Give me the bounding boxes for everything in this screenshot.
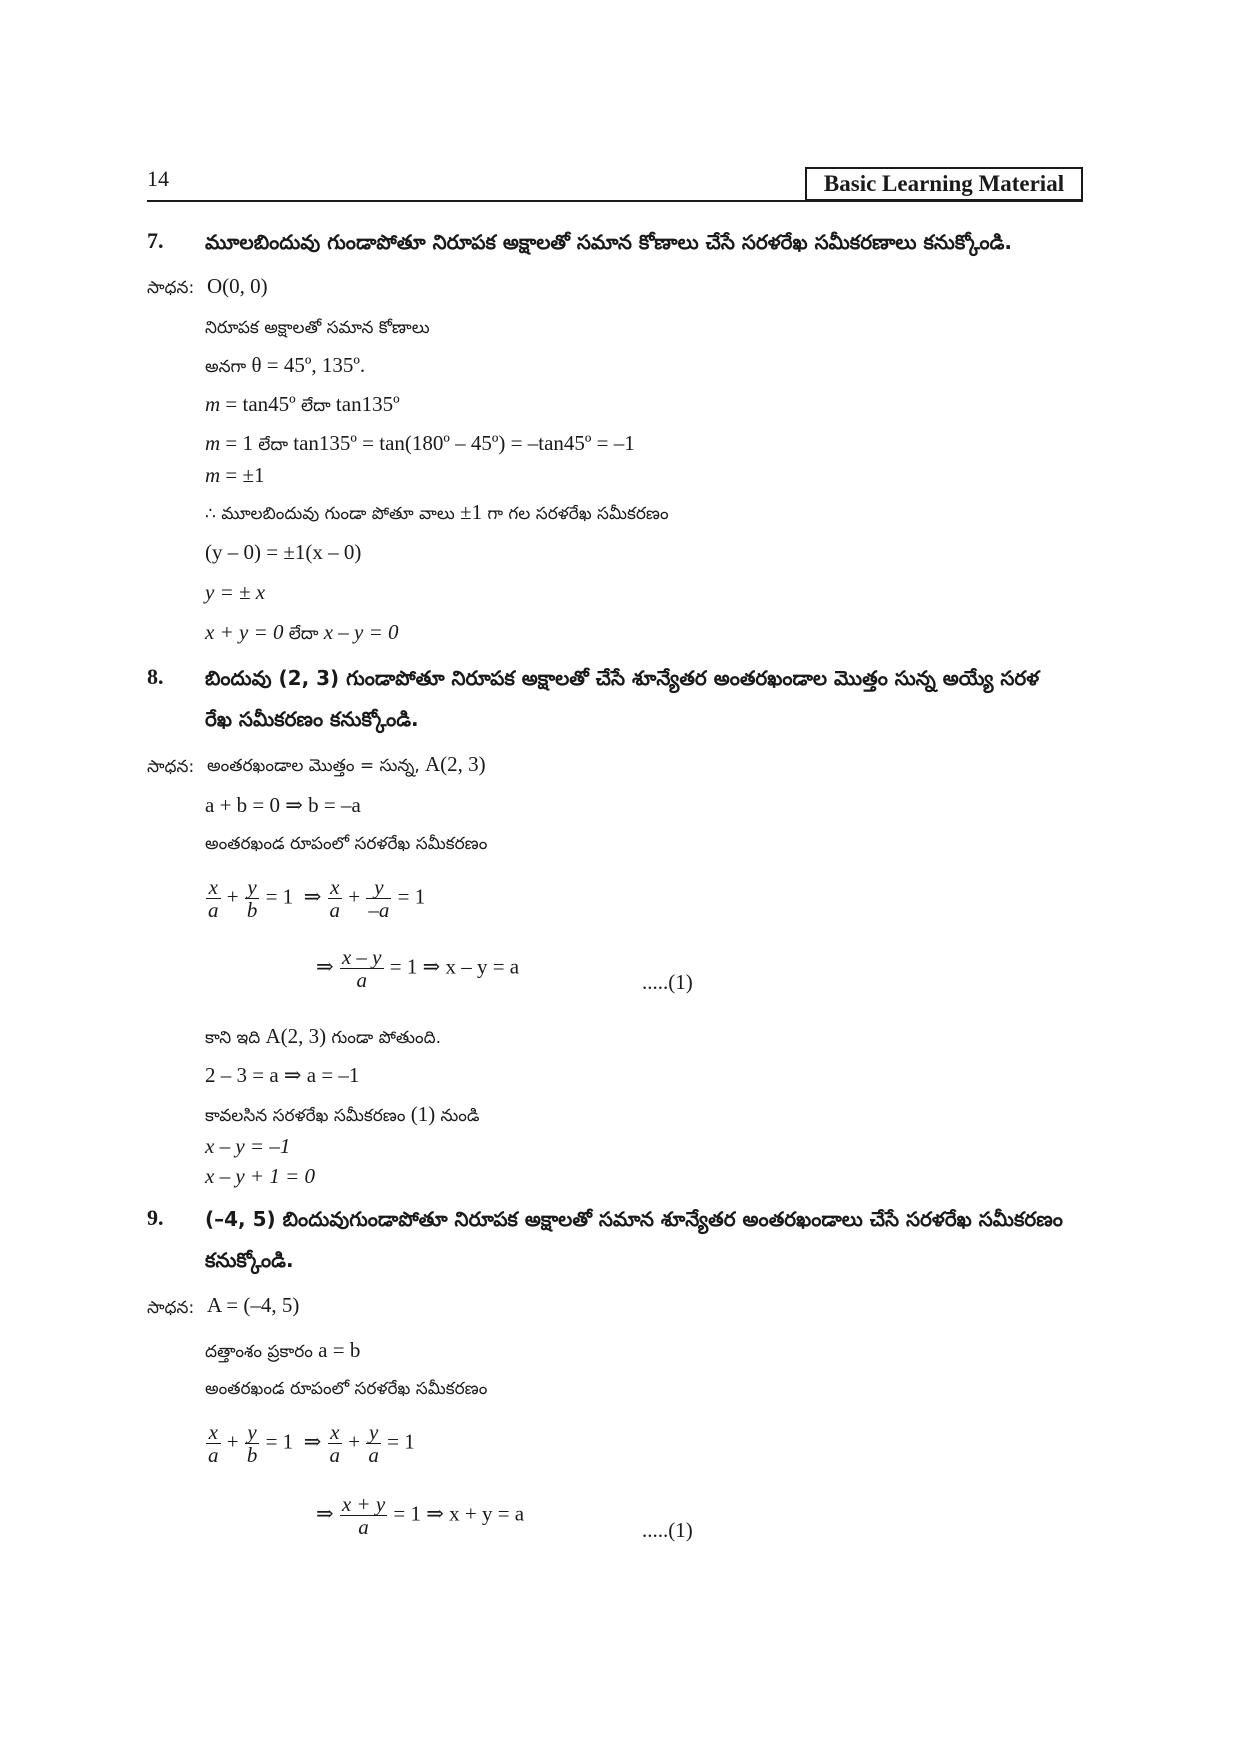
q7-line-theta: అనగా θ = 45º, 135º. (205, 353, 366, 377)
solution-7-label: సాధన: (147, 278, 195, 298)
q8-equation-intercept: $\frac{x}{a}$ + $\frac{y}{b}$ = 1 ⇒ $\frac{x}{a}$ + $\frac{y}{-a}$ = 1 (208, 875, 426, 923)
q9-line-given: దత్తాంశం ప్రకారం a = b (205, 1338, 361, 1362)
question-9-text-line1: (–4, 5) బిందువుగుండాపోతూ నిరూపక అక్షాలతో సమాన శూన్యేతర అంతరఖండాలు చేసే సరళరేఖ సమీకరణం (205, 1207, 1063, 1231)
q9-line-intercept-form: అంతరఖండ రూపంలో సరళరేఖ సమీకరణం (205, 1379, 488, 1399)
q7-line-slope-result: m = ±1 (205, 463, 265, 487)
q8-line-sum-zero: a + b = 0 ⇒ b = –a (205, 793, 361, 817)
q9-equation-ref: .....(1) (642, 1518, 693, 1542)
q8-line-required: కావలసిన సరళరేఖ సమీకరణం (1) నుండి (205, 1102, 480, 1126)
q8-line-result1: x – y = –1 (205, 1134, 291, 1158)
q9-equation-intercept: $\frac{x}{a}$ + $\frac{y}{b}$ = 1 ⇒ $\frac{x}{a}$ + $\frac{y}{a}$ = 1 (208, 1420, 415, 1468)
question-9-text-line2: కనుక్కోండి. (205, 1248, 294, 1272)
q8-line-passes-through: కాని ఇది A(2, 3) గుండా పోతుంది. (205, 1024, 442, 1048)
q7-line-therefore: ∴ మూలబిందువు గుండా పోతూ వాలు ±1 గా గల సరళరేఖ సమీకరణం (205, 500, 669, 524)
question-9-number: 9. (147, 1205, 164, 1230)
solution-8-first: అంతరఖండాల మొత్తం = సున్న, A(2, 3) (207, 752, 486, 776)
q8-equation-ref: .....(1) (642, 970, 693, 994)
q8-equation-result: ⇒ $\frac{x - y}{a}$ = 1 ⇒ x – y = a (316, 945, 520, 993)
q7-line-final: x + y = 0 లేదా x – y = 0 (205, 620, 399, 644)
q8-line-intercept-form: అంతరఖండ రూపంలో సరళరేఖ సమీకరణం (205, 834, 488, 854)
q7-line-slope-values: m = 1 లేదా tan135º = tan(180º – 45º) = –tan45º = –1 (205, 431, 635, 455)
q8-line-result2: x – y + 1 = 0 (205, 1164, 315, 1188)
question-7-number: 7. (147, 228, 164, 253)
question-8-text-line2: రేఖ సమీకరణం కనుక్కోండి. (205, 707, 419, 731)
page-number: 14 (147, 166, 169, 191)
question-8-number: 8. (147, 664, 164, 689)
solution-8-label: సాధన: (147, 757, 195, 777)
solution-9-label: సాధన: (147, 1298, 195, 1318)
solution-7-origin: O(0, 0) (207, 274, 268, 298)
question-7-text: మూలబిందువు గుండాపోతూ నిరూపక అక్షాలతో సమాన కోణాలు చేసే సరళరేఖ సమీకరణాలు కనుక్కోండి. (205, 230, 1013, 254)
q8-line-solve-a: 2 – 3 = a ⇒ a = –1 (205, 1063, 360, 1087)
solution-9-first: A = (–4, 5) (207, 1293, 300, 1317)
header-title: Basic Learning Material (805, 167, 1083, 201)
header-rule (147, 200, 1083, 202)
question-8-text-line1: బిందువు (2, 3) గుండాపోతూ నిరూపక అక్షాలతో చేసే శూన్యేతర అంతరఖండాల మొత్తం సున్న అయ్యే సరళ (205, 666, 1040, 690)
q7-line-point-slope: (y – 0) = ±1(x – 0) (205, 540, 362, 564)
q7-line-y-equals: y = ± x (205, 580, 266, 604)
q7-line-slope-options: m = tan45º లేదా tan135º (205, 392, 400, 416)
q9-equation-result: ⇒ $\frac{x + y}{a}$ = 1 ⇒ x + y = a (316, 1492, 525, 1540)
q7-line-equal-angles: నిరూపక అక్షాలతో సమాన కోణాలు (205, 318, 430, 338)
